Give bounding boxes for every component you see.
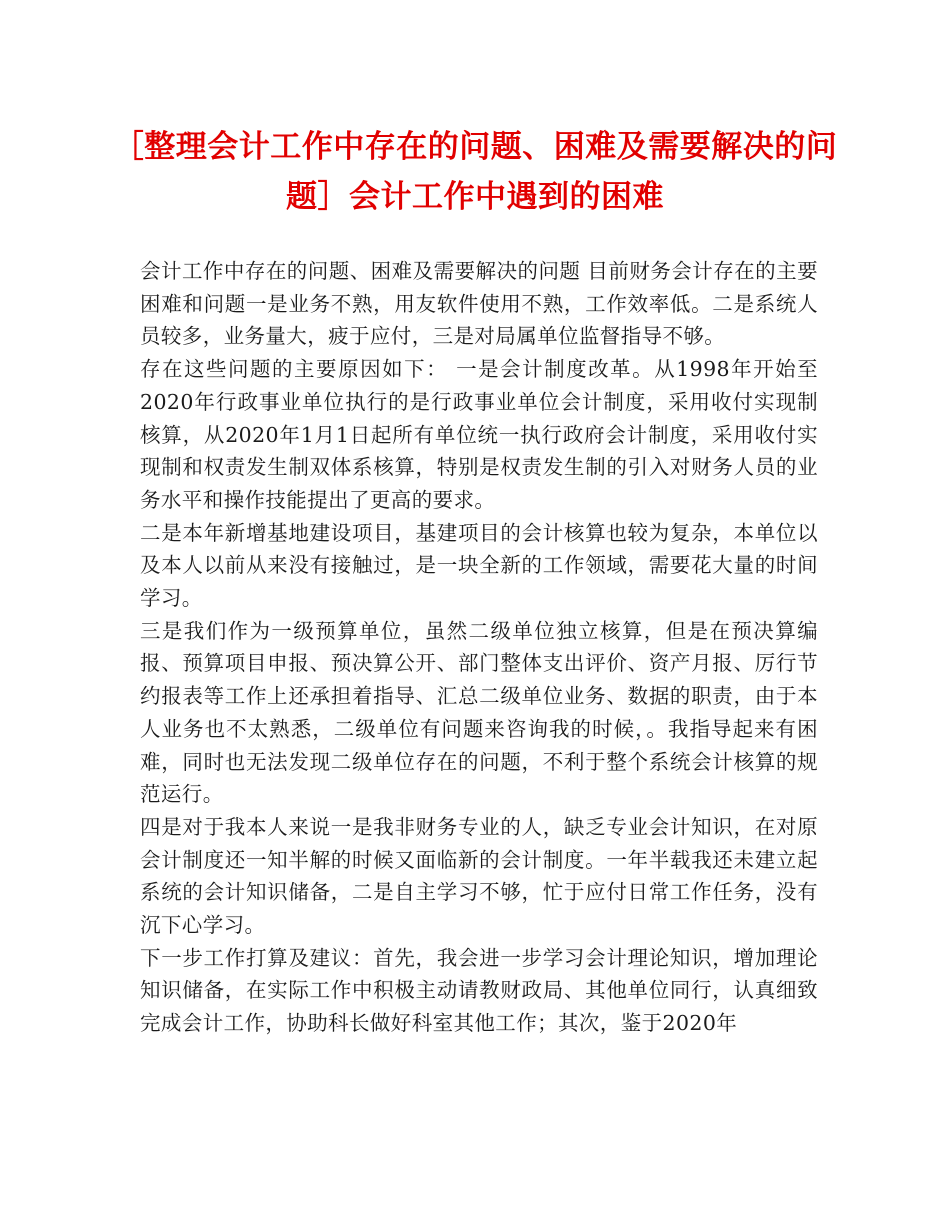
paragraph-second-cause: 二是本年新增基地建设项目，基建项目的会计核算也较为复杂，本单位以及本人以前从来没有接触过，是一块全新的工作领域，需要花大量的时间学习。 [140,520,818,611]
document-title [100,122,850,222]
title-line-1: ［整理会计工作中存在的问题、困难及需要解决的问 [112,129,838,165]
document-body [140,255,818,1040]
paragraph-third-cause: 三是我们作为一级预算单位，虽然二级单位独立核算，但是在预决算编报、预算项目申报、预决算公开、部门整体支出评价、资产月报、厉行节约报表等工作上还承担着指导、汇总二级单位业务、数据的职责，由于本人业务也不太熟悉，二级单位有问题来咨询我的时候，。我指导起来有困难，同时也无法发现二级单位存在的问题，不利于整个系统会计核算的规范运行。 [140,618,818,807]
paragraph-problems: 会计工作中存在的问题、困难及需要解决的问题 目前财务会计存在的主要困难和问题一是业务不熟，用友软件使用不熟，工作效率低。二是系统人员较多，业务量大，疲于应付，三是对局属单位监督指导不够。 [140,259,818,349]
paragraph-next-steps: 下一步工作打算及建议：首先，我会进一步学习会计理论知识，增加理论知识储备，在实际工作中积极主动请教财政局、其他单位同行，认真细致完成会计工作，协助科长做好科室其他工作；其次，鉴于2020年 [140,945,818,1036]
title-line-2: 题］会计工作中遇到的困难 [286,179,664,215]
paragraph-causes: 存在这些问题的主要原因如下： 一是会计制度改革。从1998年开始至2020年行政事业单位执行的是行政事业单位会计制度，采用收付实现制核算，从2020年1月1日起所有单位统一执行政府会计制度，采用收付实现制和权责发生制双体系核算，特别是权责发生制的引入对财务人员的业务水平和操作技能提出了更高的要求。 [140,357,818,512]
paragraph-fourth-cause: 四是对于我本人来说一是我非财务专业的人，缺乏专业会计知识，在对原会计制度还一知半解的时候又面临新的会计制度。一年半载我还未建立起系统的会计知识储备，二是自主学习不够，忙于应付日常工作任务，没有沉下心学习。 [140,814,818,938]
